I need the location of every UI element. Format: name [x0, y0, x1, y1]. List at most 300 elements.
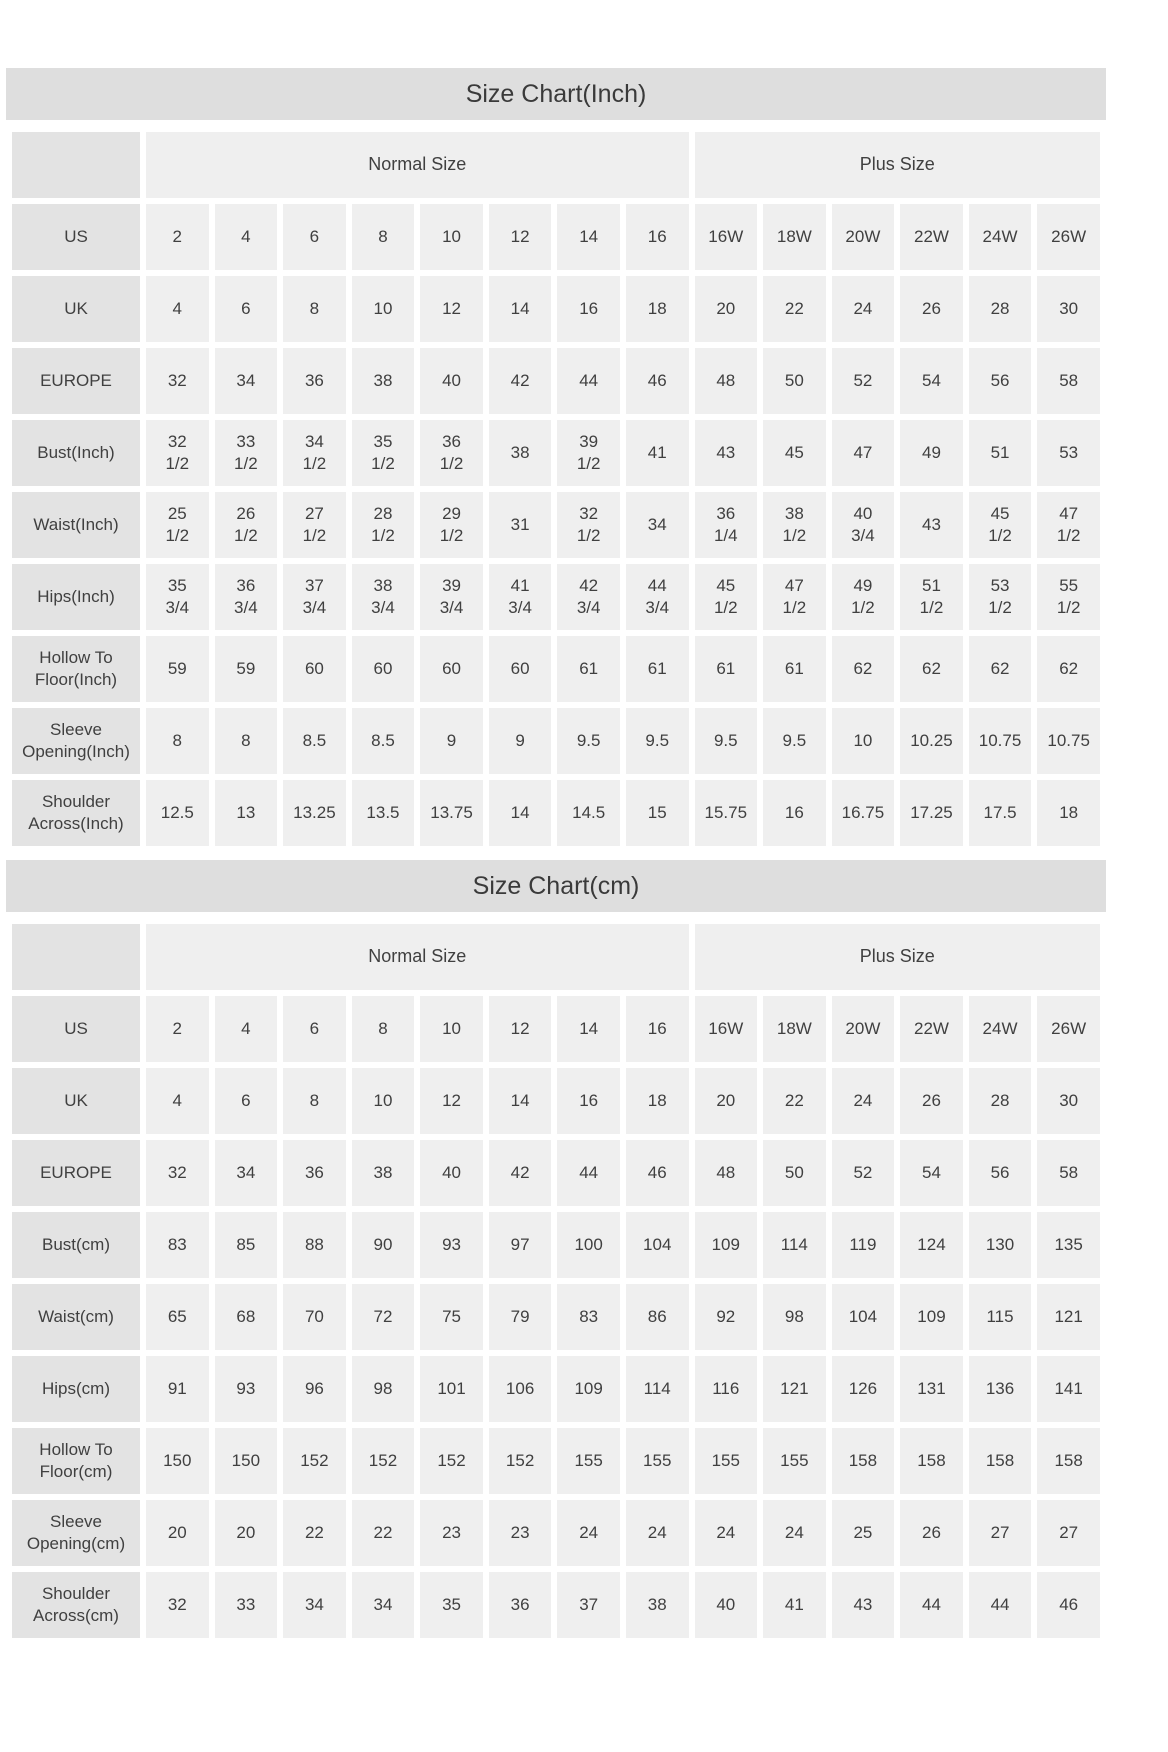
size-value-cell: 109: [557, 1356, 620, 1422]
row-label: US: [12, 204, 140, 270]
row-label: US: [12, 996, 140, 1062]
size-row: [12, 708, 1100, 774]
size-value-cell: 38: [626, 1572, 689, 1638]
size-value-cell: 58: [1037, 1140, 1100, 1206]
size-value-cell: 24W: [969, 204, 1032, 270]
size-value-cell: 28 1/2: [352, 492, 415, 558]
size-value-cell: 24W: [969, 996, 1032, 1062]
size-value-cell: 61: [763, 636, 826, 702]
size-row: [12, 348, 1100, 414]
size-value-cell: 9.5: [763, 708, 826, 774]
size-value-cell: 39 3/4: [420, 564, 483, 630]
size-value-cell: 59: [215, 636, 278, 702]
size-value-cell: 14.5: [557, 780, 620, 846]
size-value-cell: 22: [283, 1500, 346, 1566]
size-row: [12, 636, 1100, 702]
size-value-cell: 52: [832, 348, 895, 414]
size-value-cell: 42: [489, 348, 552, 414]
size-value-cell: 152: [352, 1428, 415, 1494]
size-value-cell: 8: [283, 1068, 346, 1134]
size-row: [12, 1284, 1100, 1350]
size-value-cell: 23: [489, 1500, 552, 1566]
size-value-cell: 16: [626, 204, 689, 270]
size-row: [12, 276, 1100, 342]
size-value-cell: 36 1/2: [420, 420, 483, 486]
size-value-cell: 38 3/4: [352, 564, 415, 630]
size-value-cell: 40: [695, 1572, 758, 1638]
size-value-cell: 31: [489, 492, 552, 558]
size-value-cell: 12: [420, 1068, 483, 1134]
size-value-cell: 16.75: [832, 780, 895, 846]
size-value-cell: 8: [352, 996, 415, 1062]
size-value-cell: 40: [420, 348, 483, 414]
size-value-cell: 13.75: [420, 780, 483, 846]
row-label: Hips(Inch): [12, 564, 140, 630]
size-value-cell: 121: [1037, 1284, 1100, 1350]
size-value-cell: 49: [900, 420, 963, 486]
size-value-cell: 43: [900, 492, 963, 558]
corner-cell: [12, 132, 140, 198]
size-value-cell: 14: [557, 204, 620, 270]
size-row: [12, 1140, 1100, 1206]
size-value-cell: 104: [626, 1212, 689, 1278]
size-value-cell: 6: [215, 276, 278, 342]
size-value-cell: 44: [557, 1140, 620, 1206]
size-value-cell: 60: [352, 636, 415, 702]
size-value-cell: 12: [420, 276, 483, 342]
size-value-cell: 54: [900, 1140, 963, 1206]
size-value-cell: 22: [763, 1068, 826, 1134]
size-value-cell: 114: [626, 1356, 689, 1422]
size-value-cell: 45: [763, 420, 826, 486]
size-value-cell: 32 1/2: [557, 492, 620, 558]
size-value-cell: 2: [146, 996, 209, 1062]
size-value-cell: 158: [969, 1428, 1032, 1494]
column-group-plus-size: Plus Size: [695, 924, 1101, 990]
size-value-cell: 13.25: [283, 780, 346, 846]
size-value-cell: 4: [146, 1068, 209, 1134]
size-value-cell: 70: [283, 1284, 346, 1350]
size-value-cell: 130: [969, 1212, 1032, 1278]
size-value-cell: 26: [900, 276, 963, 342]
size-value-cell: 83: [557, 1284, 620, 1350]
size-value-cell: 24: [695, 1500, 758, 1566]
row-label: Bust(Inch): [12, 420, 140, 486]
size-chart-cm-table: [6, 918, 1106, 1644]
size-value-cell: 152: [283, 1428, 346, 1494]
size-value-cell: 53: [1037, 420, 1100, 486]
size-value-cell: 18W: [763, 204, 826, 270]
size-value-cell: 45 1/2: [695, 564, 758, 630]
corner-cell: [12, 924, 140, 990]
size-value-cell: 51 1/2: [900, 564, 963, 630]
size-value-cell: 40: [420, 1140, 483, 1206]
size-value-cell: 10: [352, 276, 415, 342]
size-value-cell: 2: [146, 204, 209, 270]
size-value-cell: 45 1/2: [969, 492, 1032, 558]
size-row: [12, 420, 1100, 486]
size-value-cell: 72: [352, 1284, 415, 1350]
size-value-cell: 53 1/2: [969, 564, 1032, 630]
size-value-cell: 36: [489, 1572, 552, 1638]
size-value-cell: 26W: [1037, 996, 1100, 1062]
size-value-cell: 35: [420, 1572, 483, 1638]
size-value-cell: 75: [420, 1284, 483, 1350]
size-value-cell: 12.5: [146, 780, 209, 846]
size-value-cell: 92: [695, 1284, 758, 1350]
size-value-cell: 20: [215, 1500, 278, 1566]
size-value-cell: 34: [215, 1140, 278, 1206]
size-value-cell: 60: [489, 636, 552, 702]
size-value-cell: 6: [215, 1068, 278, 1134]
size-value-cell: 28: [969, 276, 1032, 342]
size-row: [12, 780, 1100, 846]
size-value-cell: 61: [557, 636, 620, 702]
column-group-header-row: [12, 924, 1100, 990]
size-value-cell: 34: [215, 348, 278, 414]
size-value-cell: 126: [832, 1356, 895, 1422]
size-value-cell: 48: [695, 1140, 758, 1206]
size-value-cell: 6: [283, 204, 346, 270]
size-value-cell: 90: [352, 1212, 415, 1278]
size-value-cell: 34: [283, 1572, 346, 1638]
size-value-cell: 47 1/2: [763, 564, 826, 630]
size-value-cell: 35 1/2: [352, 420, 415, 486]
size-value-cell: 44 3/4: [626, 564, 689, 630]
size-value-cell: 12: [489, 996, 552, 1062]
size-value-cell: 13.5: [352, 780, 415, 846]
size-value-cell: 38: [352, 1140, 415, 1206]
size-value-cell: 98: [763, 1284, 826, 1350]
size-value-cell: 43: [695, 420, 758, 486]
size-value-cell: 150: [146, 1428, 209, 1494]
size-value-cell: 18: [1037, 780, 1100, 846]
size-value-cell: 24: [832, 1068, 895, 1134]
size-row: [12, 1068, 1100, 1134]
size-row: [12, 564, 1100, 630]
size-value-cell: 10.75: [1037, 708, 1100, 774]
size-value-cell: 115: [969, 1284, 1032, 1350]
size-value-cell: 20: [695, 276, 758, 342]
size-value-cell: 158: [832, 1428, 895, 1494]
size-value-cell: 93: [420, 1212, 483, 1278]
size-value-cell: 30: [1037, 1068, 1100, 1134]
size-value-cell: 42: [489, 1140, 552, 1206]
size-value-cell: 44: [969, 1572, 1032, 1638]
size-value-cell: 8: [146, 708, 209, 774]
size-row: [12, 204, 1100, 270]
size-value-cell: 119: [832, 1212, 895, 1278]
size-value-cell: 85: [215, 1212, 278, 1278]
size-value-cell: 62: [1037, 636, 1100, 702]
size-value-cell: 25 1/2: [146, 492, 209, 558]
size-value-cell: 22: [352, 1500, 415, 1566]
size-value-cell: 152: [489, 1428, 552, 1494]
size-value-cell: 40 3/4: [832, 492, 895, 558]
size-value-cell: 93: [215, 1356, 278, 1422]
size-value-cell: 34: [626, 492, 689, 558]
size-value-cell: 14: [489, 276, 552, 342]
size-value-cell: 16W: [695, 996, 758, 1062]
size-value-cell: 20W: [832, 204, 895, 270]
size-value-cell: 4: [146, 276, 209, 342]
size-value-cell: 155: [626, 1428, 689, 1494]
size-value-cell: 9.5: [626, 708, 689, 774]
size-value-cell: 13: [215, 780, 278, 846]
row-label: Shoulder Across(cm): [12, 1572, 140, 1638]
size-value-cell: 55 1/2: [1037, 564, 1100, 630]
size-value-cell: 32: [146, 348, 209, 414]
size-value-cell: 16: [557, 1068, 620, 1134]
size-value-cell: 8.5: [352, 708, 415, 774]
size-value-cell: 4: [215, 996, 278, 1062]
size-value-cell: 9: [489, 708, 552, 774]
size-row: [12, 1500, 1100, 1566]
row-label: Bust(cm): [12, 1212, 140, 1278]
size-value-cell: 141: [1037, 1356, 1100, 1422]
size-value-cell: 24: [763, 1500, 826, 1566]
size-value-cell: 10.75: [969, 708, 1032, 774]
size-value-cell: 23: [420, 1500, 483, 1566]
size-value-cell: 22: [763, 276, 826, 342]
size-value-cell: 16: [626, 996, 689, 1062]
row-label: UK: [12, 276, 140, 342]
size-value-cell: 62: [900, 636, 963, 702]
size-value-cell: 68: [215, 1284, 278, 1350]
size-value-cell: 121: [763, 1356, 826, 1422]
size-value-cell: 24: [832, 276, 895, 342]
size-value-cell: 46: [626, 348, 689, 414]
size-value-cell: 106: [489, 1356, 552, 1422]
size-row: [12, 1212, 1100, 1278]
row-label: Sleeve Opening(Inch): [12, 708, 140, 774]
size-value-cell: 155: [695, 1428, 758, 1494]
size-value-cell: 131: [900, 1356, 963, 1422]
size-value-cell: 44: [900, 1572, 963, 1638]
row-label: Hollow To Floor(cm): [12, 1428, 140, 1494]
size-value-cell: 26 1/2: [215, 492, 278, 558]
size-value-cell: 101: [420, 1356, 483, 1422]
row-label: Shoulder Across(Inch): [12, 780, 140, 846]
size-value-cell: 41 3/4: [489, 564, 552, 630]
size-value-cell: 36: [283, 1140, 346, 1206]
size-value-cell: 88: [283, 1212, 346, 1278]
size-value-cell: 30: [1037, 276, 1100, 342]
size-value-cell: 91: [146, 1356, 209, 1422]
size-value-cell: 62: [832, 636, 895, 702]
size-value-cell: 86: [626, 1284, 689, 1350]
size-value-cell: 47: [832, 420, 895, 486]
size-value-cell: 8: [283, 276, 346, 342]
size-value-cell: 33: [215, 1572, 278, 1638]
size-value-cell: 36 1/4: [695, 492, 758, 558]
size-value-cell: 124: [900, 1212, 963, 1278]
size-value-cell: 114: [763, 1212, 826, 1278]
size-value-cell: 15: [626, 780, 689, 846]
size-value-cell: 26: [900, 1500, 963, 1566]
size-value-cell: 100: [557, 1212, 620, 1278]
size-value-cell: 60: [420, 636, 483, 702]
size-value-cell: 10: [832, 708, 895, 774]
column-group-plus-size: Plus Size: [695, 132, 1101, 198]
size-value-cell: 9.5: [695, 708, 758, 774]
size-value-cell: 155: [763, 1428, 826, 1494]
size-row: [12, 1572, 1100, 1638]
size-value-cell: 39 1/2: [557, 420, 620, 486]
size-value-cell: 155: [557, 1428, 620, 1494]
size-value-cell: 22W: [900, 204, 963, 270]
row-label: UK: [12, 1068, 140, 1134]
size-value-cell: 49 1/2: [832, 564, 895, 630]
size-value-cell: 58: [1037, 348, 1100, 414]
size-value-cell: 98: [352, 1356, 415, 1422]
size-value-cell: 34 1/2: [283, 420, 346, 486]
size-value-cell: 10: [420, 204, 483, 270]
size-value-cell: 56: [969, 1140, 1032, 1206]
column-group-normal-size: Normal Size: [146, 924, 689, 990]
size-value-cell: 152: [420, 1428, 483, 1494]
size-value-cell: 14: [489, 1068, 552, 1134]
row-label: Waist(Inch): [12, 492, 140, 558]
size-row: [12, 492, 1100, 558]
size-value-cell: 38: [489, 420, 552, 486]
size-value-cell: 20: [146, 1500, 209, 1566]
size-value-cell: 9.5: [557, 708, 620, 774]
size-value-cell: 16: [557, 276, 620, 342]
size-value-cell: 41: [763, 1572, 826, 1638]
size-value-cell: 32 1/2: [146, 420, 209, 486]
size-value-cell: 83: [146, 1212, 209, 1278]
size-value-cell: 61: [626, 636, 689, 702]
size-value-cell: 61: [695, 636, 758, 702]
size-value-cell: 54: [900, 348, 963, 414]
size-value-cell: 43: [832, 1572, 895, 1638]
size-value-cell: 60: [283, 636, 346, 702]
size-value-cell: 8.5: [283, 708, 346, 774]
size-chart-inch-title: Size Chart(Inch): [6, 68, 1106, 120]
size-value-cell: 44: [557, 348, 620, 414]
size-value-cell: 10: [420, 996, 483, 1062]
size-value-cell: 116: [695, 1356, 758, 1422]
size-value-cell: 20: [695, 1068, 758, 1134]
size-value-cell: 59: [146, 636, 209, 702]
size-value-cell: 4: [215, 204, 278, 270]
column-group-header-row: [12, 132, 1100, 198]
size-value-cell: 25: [832, 1500, 895, 1566]
size-value-cell: 18: [626, 276, 689, 342]
size-value-cell: 36: [283, 348, 346, 414]
size-value-cell: 26: [900, 1068, 963, 1134]
size-value-cell: 37 3/4: [283, 564, 346, 630]
row-label: Hips(cm): [12, 1356, 140, 1422]
size-row: [12, 1356, 1100, 1422]
size-value-cell: 14: [557, 996, 620, 1062]
size-value-cell: 62: [969, 636, 1032, 702]
size-value-cell: 10: [352, 1068, 415, 1134]
size-value-cell: 28: [969, 1068, 1032, 1134]
size-value-cell: 97: [489, 1212, 552, 1278]
size-value-cell: 6: [283, 996, 346, 1062]
size-value-cell: 50: [763, 1140, 826, 1206]
size-value-cell: 41: [626, 420, 689, 486]
size-value-cell: 158: [900, 1428, 963, 1494]
size-value-cell: 48: [695, 348, 758, 414]
size-value-cell: 150: [215, 1428, 278, 1494]
size-value-cell: 65: [146, 1284, 209, 1350]
size-value-cell: 32: [146, 1140, 209, 1206]
size-value-cell: 47 1/2: [1037, 492, 1100, 558]
size-value-cell: 10.25: [900, 708, 963, 774]
size-value-cell: 34: [352, 1572, 415, 1638]
size-value-cell: 36 3/4: [215, 564, 278, 630]
size-value-cell: 42 3/4: [557, 564, 620, 630]
size-value-cell: 33 1/2: [215, 420, 278, 486]
row-label: EUROPE: [12, 348, 140, 414]
size-value-cell: 56: [969, 348, 1032, 414]
size-value-cell: 79: [489, 1284, 552, 1350]
size-value-cell: 22W: [900, 996, 963, 1062]
size-value-cell: 18W: [763, 996, 826, 1062]
size-value-cell: 27 1/2: [283, 492, 346, 558]
size-value-cell: 15.75: [695, 780, 758, 846]
size-value-cell: 9: [420, 708, 483, 774]
size-chart-inch-table: [6, 126, 1106, 852]
size-value-cell: 38: [352, 348, 415, 414]
size-value-cell: 32: [146, 1572, 209, 1638]
size-value-cell: 109: [695, 1212, 758, 1278]
size-value-cell: 26W: [1037, 204, 1100, 270]
size-value-cell: 20W: [832, 996, 895, 1062]
column-group-normal-size: Normal Size: [146, 132, 689, 198]
size-value-cell: 16: [763, 780, 826, 846]
size-chart-cm: [6, 860, 1106, 1644]
size-value-cell: 50: [763, 348, 826, 414]
size-row: [12, 996, 1100, 1062]
size-value-cell: 52: [832, 1140, 895, 1206]
size-value-cell: 12: [489, 204, 552, 270]
size-value-cell: 37: [557, 1572, 620, 1638]
size-value-cell: 158: [1037, 1428, 1100, 1494]
size-chart-inch: [6, 68, 1106, 852]
size-value-cell: 27: [1037, 1500, 1100, 1566]
size-value-cell: 8: [215, 708, 278, 774]
row-label: Waist(cm): [12, 1284, 140, 1350]
row-label: Sleeve Opening(cm): [12, 1500, 140, 1566]
size-value-cell: 46: [626, 1140, 689, 1206]
size-value-cell: 104: [832, 1284, 895, 1350]
row-label: EUROPE: [12, 1140, 140, 1206]
size-value-cell: 109: [900, 1284, 963, 1350]
size-value-cell: 96: [283, 1356, 346, 1422]
size-row: [12, 1428, 1100, 1494]
size-value-cell: 24: [557, 1500, 620, 1566]
size-value-cell: 8: [352, 204, 415, 270]
row-label: Hollow To Floor(Inch): [12, 636, 140, 702]
size-value-cell: 27: [969, 1500, 1032, 1566]
size-chart-cm-title: Size Chart(cm): [6, 860, 1106, 912]
size-value-cell: 17.5: [969, 780, 1032, 846]
size-value-cell: 38 1/2: [763, 492, 826, 558]
size-value-cell: 135: [1037, 1212, 1100, 1278]
size-value-cell: 35 3/4: [146, 564, 209, 630]
size-value-cell: 17.25: [900, 780, 963, 846]
size-value-cell: 24: [626, 1500, 689, 1566]
size-value-cell: 51: [969, 420, 1032, 486]
size-value-cell: 29 1/2: [420, 492, 483, 558]
size-value-cell: 14: [489, 780, 552, 846]
size-value-cell: 16W: [695, 204, 758, 270]
size-value-cell: 46: [1037, 1572, 1100, 1638]
